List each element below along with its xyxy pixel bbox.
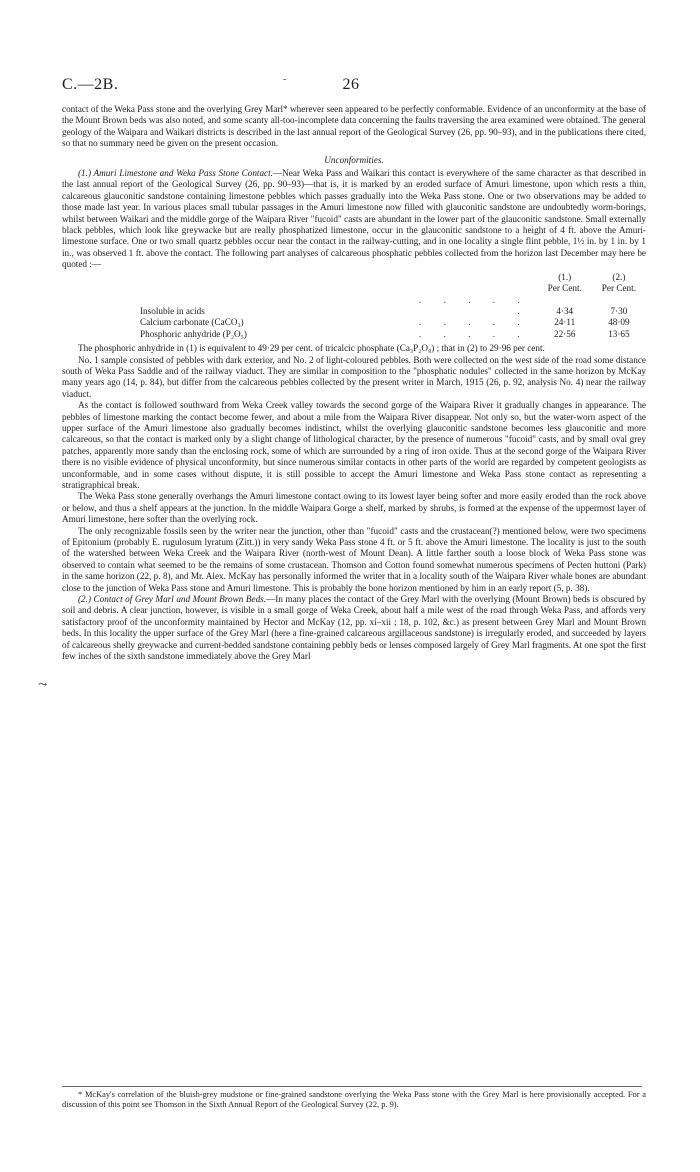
margin-mark-icon: ⤳ [38,679,48,691]
row-leader: . . . . . [419,317,530,328]
header-tick-mark: - [283,74,287,85]
body-paragraph: The phosphoric anhydride in (1) is equivalent to 49·29 per cent. of tricalcic phosphate (Ca₃P₂O₈) ; that in (2) to 29·96 per cent. [78,343,545,354]
document-code: C.—2B. [62,76,119,93]
row-value-2: 13·65 [608,328,630,339]
body-paragraph: As the contact is followed southward from Weka Creek valley towards the second gorge of the Waipara River it gradually changes in appearance. The pebbles of limestone marking the contact become fewer, and about a mile from the Waipara River disappear. Not only so, but the water-worn aspect of the upper surface of the Amuri limestone also gradually becomes indistinct, whilst the overlying glauconitic sandstone becomes less glauconitic and more calcareous, so that the contact is marked only by a slight change of lithological character, by the presence of numerous "fucoid" casts, and by small oval grey patches, apparently more sandy than the enclosing rock, some of which are surrounded by a ring of iron oxide. Thus at the second gorge of the Waipara River there is no visible evidence of physical unconformity, but since numerous similar contacts in other parts of the world are regarded by competent geologists as unconformable, and in some cases without dispute, it is still possible to accept the Amuri limestone and Weka Pass stone contact as representing a stratigraphical break. [62,400,646,490]
row-value-1: 24·11 [554,317,576,328]
section-1-text: —Near Weka Pass and Waikari this contact is everywhere of the same character as that described in the last annual report of the Geological Survey (26, pp. 90–93)—that is, it is marked by an eroded surface of Amuri limestone, upon which rests a thin, calcareous glauconitic sandstone containing limestone pebbles which passes gradually into the Weka Pass stone. One or two observations may be added to those made last year. In various places small tubular passages in the Amuri limestone now filled with glauconitic sandstone are undoubtedly worm-borings, whilst between Waikari and the middle gorge of the Waipara River "fucoid" casts are abundant in the lower part of the glauconitic sandstone. Small externally black pebbles, which look like greywacke but are really phosphatized limestone, occur in the glauconitic sandstone to a height of 4 ft. above the Amuri-limestone surface. One or two small quartz pebbles occur near the contact in the railway-cutting, and in one locality a single flint pebble, 1½ in. by 1 in. by 1 in., was observed 1 ft. above the contact. The following part analyses of calcareous phosphatic pebbles collected from the horizon last December may here be quoted :— [62,168,646,270]
row-value-1: 4·34 [556,305,574,316]
footnote-text: * McKay's correlation of the bluish-grey mudstone or fine-grained sandstone overlying the Weka Pass stone with the Grey Marl is here provisionally accepted. For a discussion of this point see Thomson in the Sixth Annual Report of the Geological Survey (22, p. 9). [62,1090,646,1109]
section-2-text: —In many places the contact of the Grey Marl with the overlying (Mount Brown) beds is obscured by soil and debris. A clear junction, however, is visible in a small gorge of Weka Creek, about half a mile west of the road through Weka Pass, and affords very satisfactory proof of the unconformity maintained by Hector and McKay (12, pp. xi–xii ; 18, p. 102, &c.) as present between Grey Marl and Mount Brown beds. In this locality the upper surface of the Grey Marl (here a fine-grained calcareous argillaceous sandstone) is irregularly eroded, and succeeded by layers of calcareous shelly greywacke and current-bedded sandstone containing pebbly beds or lenses composed largely of Grey Marl fragments. At one spot the first few inches of the sixth sandstone immediately above the Grey Marl [62,594,646,662]
section-title: Unconformities. [324,154,384,165]
row-leader: . . . . . . [419,294,530,316]
footnote-divider [62,1086,642,1087]
col-2-unit: Per Cent. [601,283,636,294]
section-2-heading: (2.) Contact of Grey Marl and Mount Brown Beds. [78,594,267,605]
row-leader: . . . . . [419,328,530,339]
page-number: 26 [342,76,360,93]
table-row [62,295,646,318]
row-label: Calcium carbonate (CaCO₃) [140,317,244,328]
table-row [62,317,646,328]
analysis-table [62,272,646,340]
section-1-heading: (1.) Amuri Limestone and Weka Pass Stone Contact. [78,168,273,179]
body-paragraph: The Weka Pass stone generally overhangs the Amuri limestone contact owing to its lowest layer being softer and more easily eroded than the rock above or below, and thus a shelf appears at the junction. In the middle Waipara Gorge a shelf, marked by shrubs, is formed at the expense of the uppermost layer of Amuri limestone, here softer than the overlying rock. [62,491,646,525]
section-1-paragraph [62,168,646,271]
col-1-unit: Per Cent. [547,283,582,294]
body-paragraph: No. 1 sample consisted of pebbles with dark exterior, and No. 2 of light-coloured pebbles. Both were collected on the west side of the road some distance south of Weka Pass Saddle and of the railway viaduct. They are similar in composition to the "phosphatic nodules" collected in the same horizon by McKay many years ago (14, p. 84), but differ from the calcareous pebbles collected by the present writer in March, 1915 (26, p. 92, analysis No. 4) near the railway viaduct. [62,354,646,399]
row-label: Insoluble in acids [140,305,205,316]
row-value-2: 48·09 [608,317,630,328]
row-label: Phosphoric anhydride (P₂O₅) [140,328,247,339]
table-column-units [62,283,646,294]
col-1-number: (1.) [558,271,572,282]
page-body [62,104,646,663]
intro-paragraph: contact of the Weka Pass stone and the overlying Grey Marl* wherever seen appeared to be perfectly conformable. Evidence of an unconformity at the base of the Mount Brown beds was also noted, and some scanty all-too-incomplete data concerning the faults traversing the area examined were obtained. The general geology of the Waipara and Waikari districts is described in the last annual report of the Geological Survey (26, pp. 90–93), and in the publications there cited, so that no summary need be given on the present occasion. [62,104,646,149]
body-paragraph: The only recognizable fossils seen by the writer near the junction, other than "fucoid" casts and the crustacean(?) mentioned below, were two specimens of Epitonium (probably E. rugulosum lyratum (Zitt.)) in very sandy Weka Pass stone 4 ft. or 5 ft. above the Amuri limestone. The locality is just to the south of the watershed between Weka Creek and the Waipara River (north-west of Mount Dean). A little farther south a loose block of Weka Pass stone was observed to contain what seemed to be the remains of some crustacean. Thomson and Cotton found somewhat numerous specimens of Pecten huttoni (Park) in the same horizon (22, p. 8), and Mr. Alex. McKay has personally informed the writer that in a locality south of the Waipara River whale bones are abundant close to the junction of Weka Pass stone and Amuri limestone. This is probably the bone horizon mentioned by him in an early report (5, p. 38). [62,525,646,593]
table-column-numbers [62,272,646,283]
footnote [62,1090,646,1110]
section-2-paragraph [62,594,646,662]
row-value-1: 22·56 [554,328,576,339]
col-2-number: (2.) [612,271,626,282]
table-row [62,329,646,340]
row-value-2: 7·30 [610,305,628,316]
